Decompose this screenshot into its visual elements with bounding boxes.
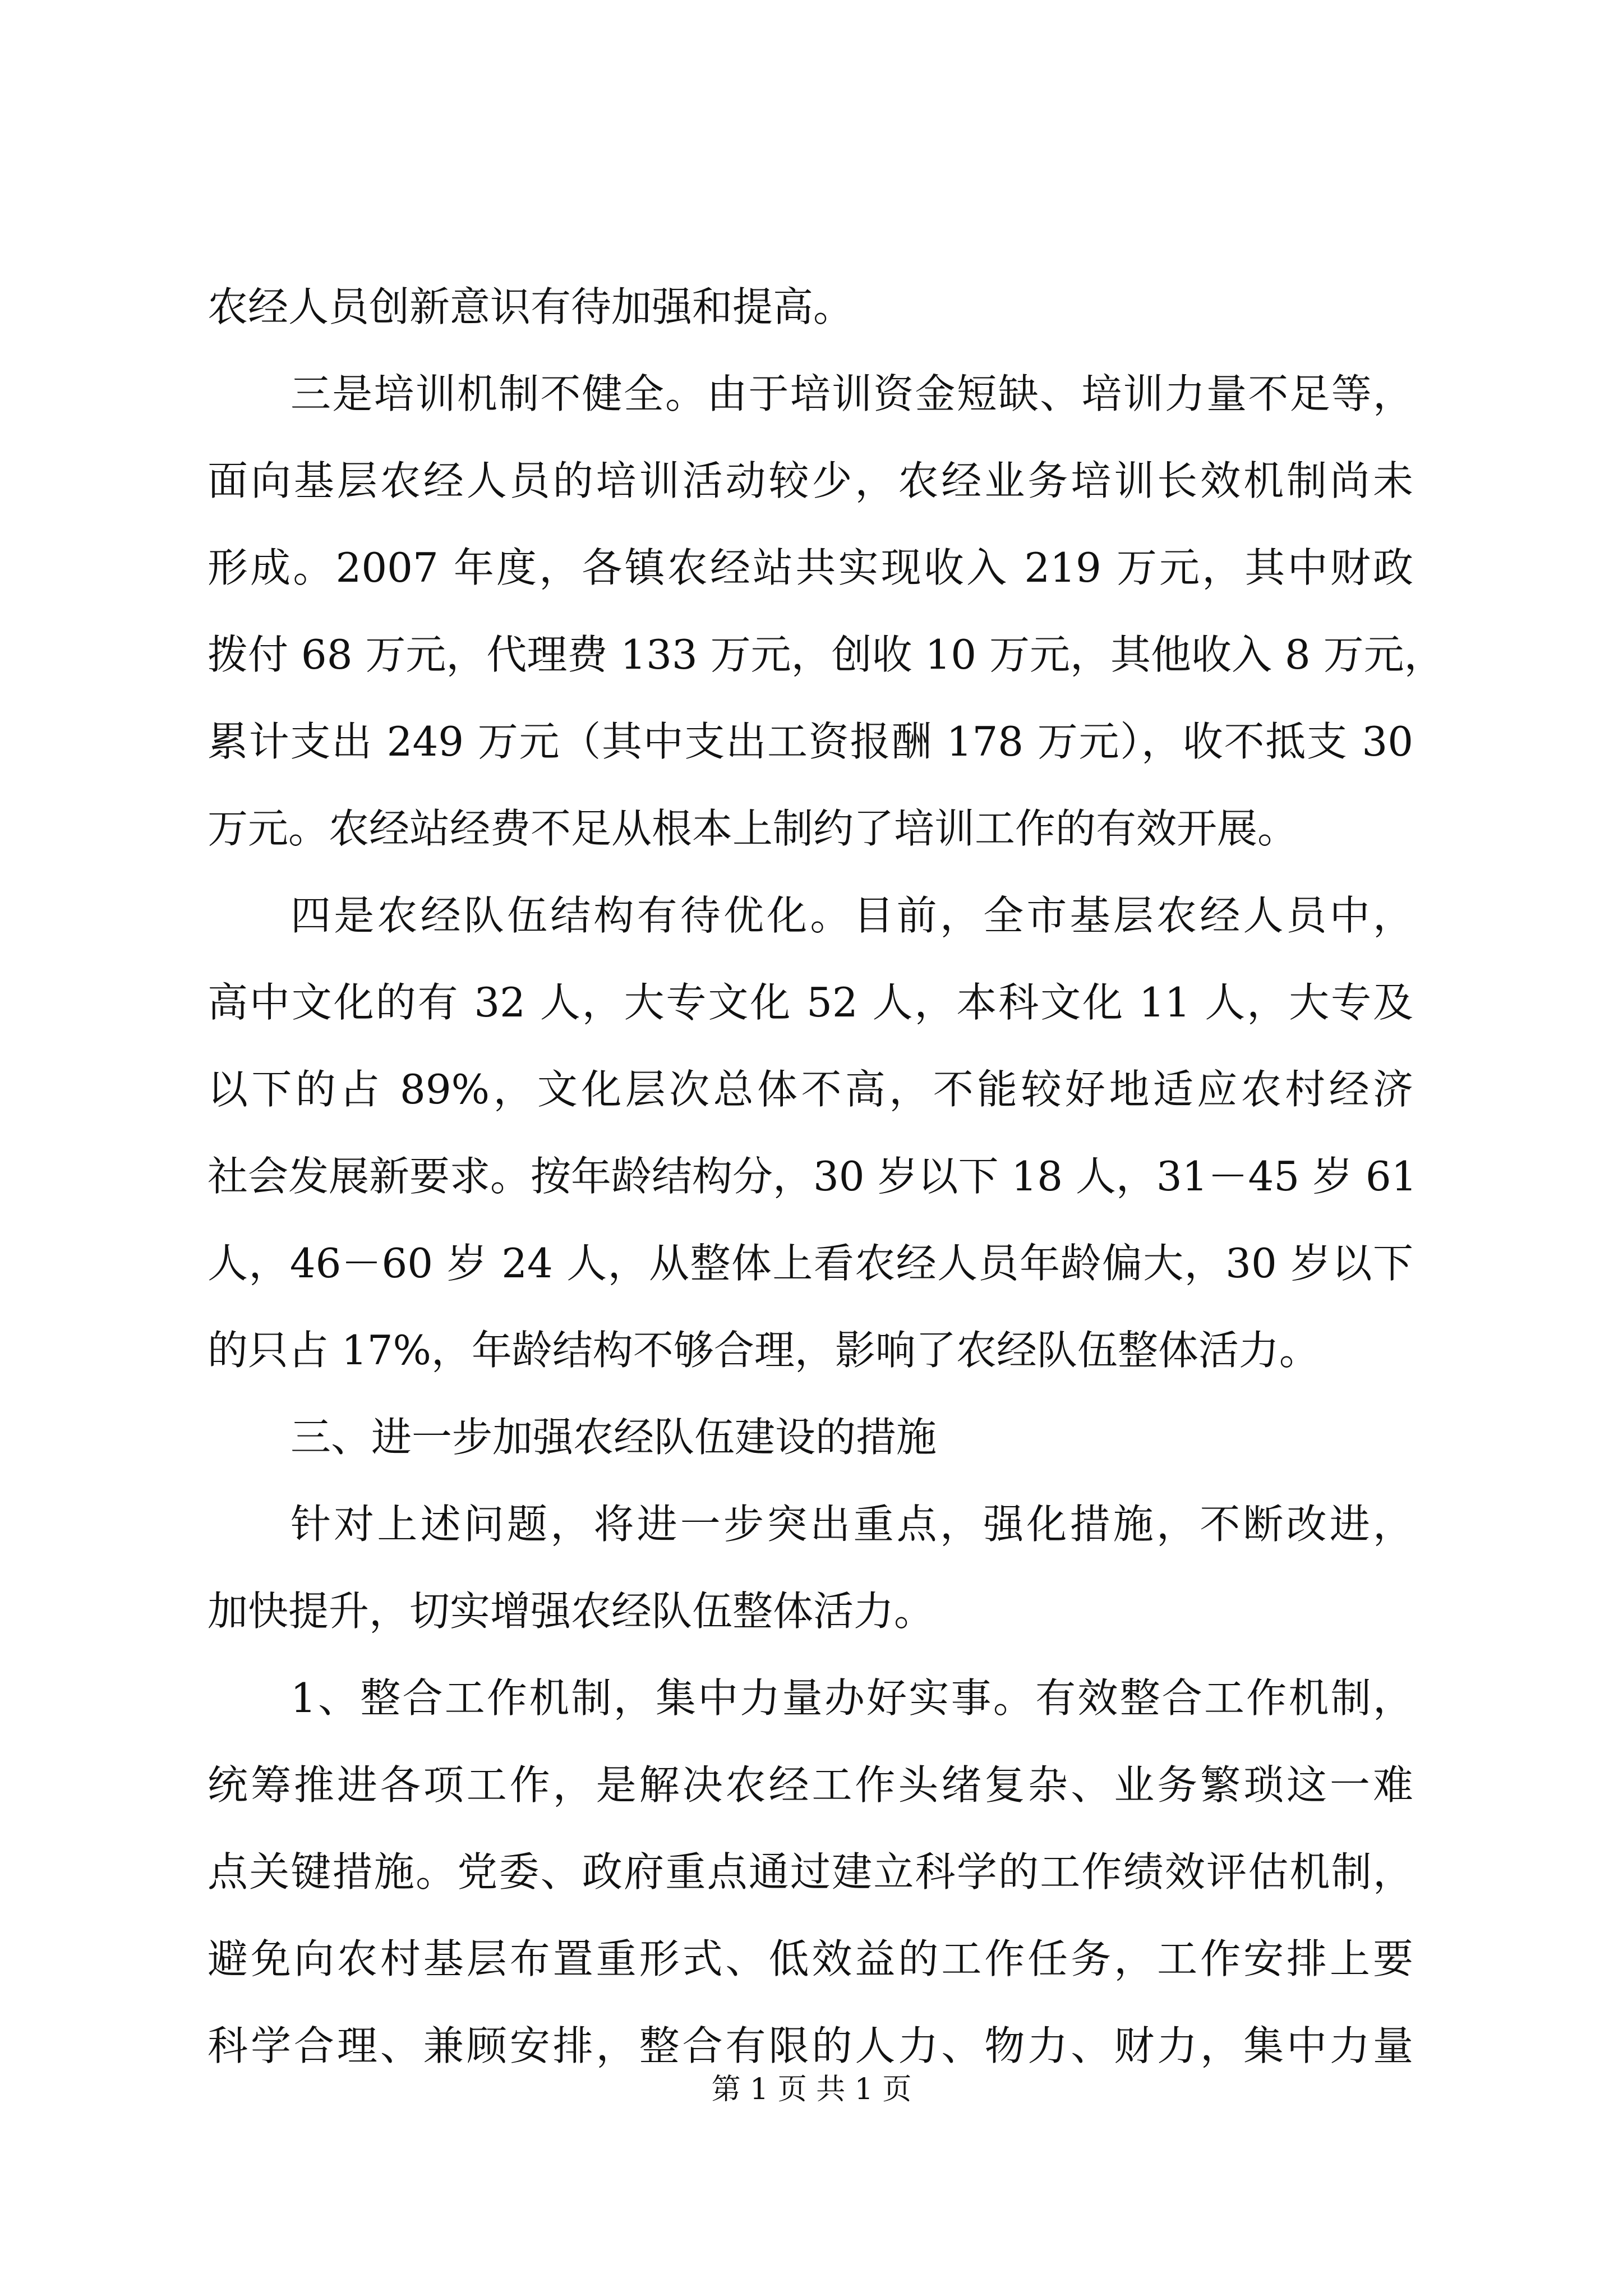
text-line: 加快提升，切实增强农经队伍整体活力。 — [208, 1588, 935, 1635]
section-heading: 三、进一步加强农经队伍建设的措施 — [291, 1414, 937, 1461]
document-body — [208, 264, 1445, 2090]
text-line: 的只占 17%，年龄结构不够合理，影响了农经队伍整体活力。 — [208, 1327, 1320, 1374]
text-line: 高中文化的有 32 人，大专文化 52 人，本科文化 11 人，大专及 — [208, 979, 1413, 1026]
text-line: 科学合理、兼顾安排，整合有限的人力、物力、财力，集中力量 — [208, 2022, 1413, 2069]
text-line: 拨付 68 万元，代理费 133 万元，创收 10 万元，其他收入 8 万元， — [208, 631, 1445, 678]
text-line: 以下的占 89%，文化层次总体不高，不能较好地适应农村经济 — [208, 1066, 1413, 1113]
text-line: 避免向农村基层布置重形式、低效益的工作任务，工作安排上要 — [208, 1935, 1413, 1982]
text-line: 农经人员创新意识有待加强和提高。 — [208, 283, 854, 330]
text-line: 形成。2007 年度，各镇农经站共实现收入 219 万元，其中财政 — [208, 544, 1413, 591]
text-line: 点关键措施。党委、政府重点通过建立科学的工作绩效评估机制， — [208, 1848, 1413, 1895]
text-line: 1、整合工作机制，集中力量办好实事。有效整合工作机制， — [291, 1674, 1413, 1722]
page-footer — [0, 2070, 1623, 2109]
text-line: 统筹推进各项工作，是解决农经工作头绪复杂、业务繁琐这一难 — [208, 1761, 1413, 1809]
text-line: 累计支出 249 万元（其中支出工资报酬 178 万元），收不抵支 30 — [208, 718, 1413, 765]
text-line: 针对上述问题，将进一步突出重点，强化措施，不断改进， — [291, 1501, 1413, 1548]
text-line: 社会发展新要求。按年龄结构分，30 岁以下 18 人，31－45 岁 61 — [208, 1153, 1417, 1200]
text-line: 面向基层农经人员的培训活动较少，农经业务培训长效机制尚未 — [208, 457, 1413, 504]
text-line: 四是农经队伍结构有待优化。目前，全市基层农经人员中， — [291, 892, 1413, 939]
text-line: 三是培训机制不健全。由于培训资金短缺、培训力量不足等， — [291, 370, 1413, 417]
page-number-label: 第 1 页 共 1 页 — [711, 2073, 912, 2106]
text-line: 万元。农经站经费不足从根本上制约了培训工作的有效开展。 — [208, 805, 1298, 852]
text-line: 人，46－60 岁 24 人，从整体上看农经人员年龄偏大，30 岁以下 — [208, 1240, 1413, 1287]
